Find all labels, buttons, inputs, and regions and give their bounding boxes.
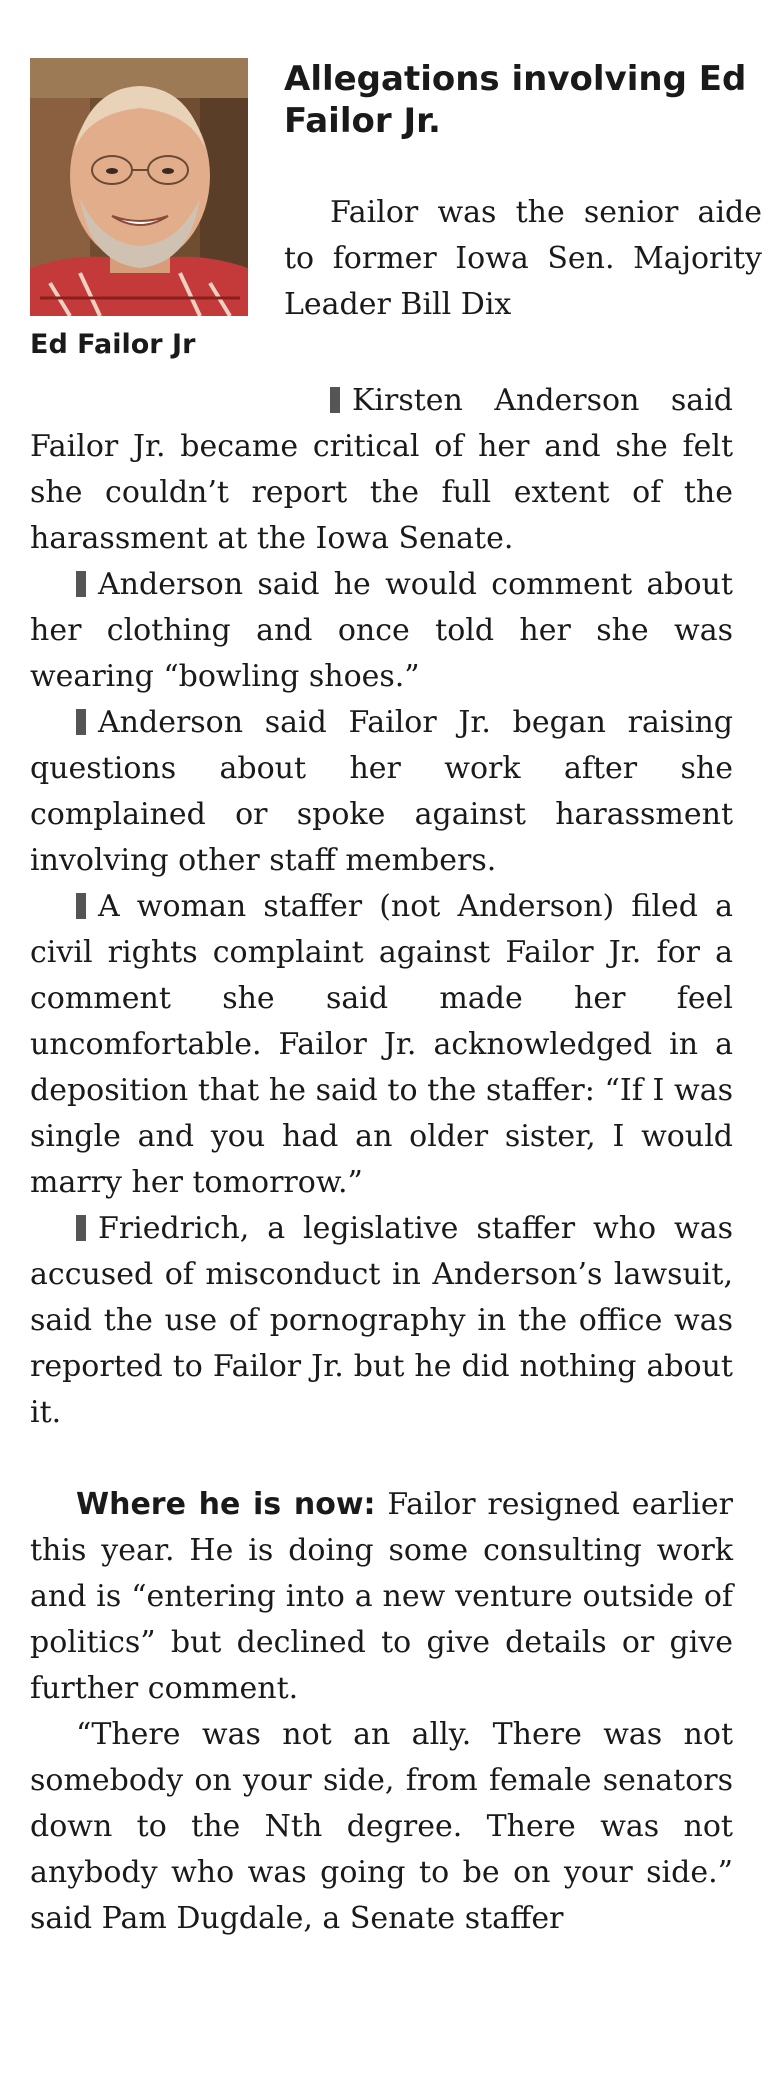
bullet-item [30,700,733,884]
bullet-marker [76,893,86,919]
bullet-text: Friedrich, a legislative staffer who was accused of misconduct in Anderson’s lawsuit, said the use of pornography in the office was reported to Failor Jr. but he did nothing about it. [30,1211,733,1430]
bullet-item [30,884,733,1206]
bullet-item [30,378,733,562]
intro-paragraph: Failor was the senior aide to former Iowa Sen. Majority Leader Bill Dix [284,195,762,322]
bullet-item [30,1206,733,1436]
bullet-item [30,562,733,700]
section-spacer [30,1436,733,1482]
bullet-marker [76,1215,86,1241]
bullet-marker [76,571,86,597]
bullet-marker [330,387,340,413]
portrait-photo [30,58,248,316]
bullet-text: A woman staffer (not Anderson) filed a civil rights complaint against Failor Jr. for a comment she said made her feel uncomfortable. Failor Jr. acknowledged in a deposition that he said to the staffer: “If I was single and you had an older sister, I would marry her tomorrow.” [30,889,733,1200]
bullet-text: Anderson said he would comment about her clothing and once told her she was wearing “bowling shoes.” [30,567,733,694]
photo-caption: Ed Failor Jr [30,329,196,360]
bullet-text: Kirsten Anderson said Failor Jr. became critical of her and she felt she couldn’t report the full extent of the harassment at the Iowa Senate. [30,383,733,556]
where-he-is-now-label: Where he is now: [76,1487,376,1522]
where-he-is-now-text: Failor resigned earlier this year. He is doing some consulting work and is “entering into a new venture outside of politics” but declined to give details or give further comment. [30,1487,734,1706]
where-he-is-now-paragraph [30,1482,733,1712]
quote-paragraph: “There was not an ally. There was not somebody on your side, from female senators down to the Nth degree. There was not anybody who was going to be on your side.” said Pam Dugdale, a Senate staffer [30,1717,733,1936]
headline: Allegations involving Ed Failor Jr. [284,59,747,141]
bullet-text: Anderson said Failor Jr. began raising questions about her work after she complained or spoke against harassment involving other staff members. [30,705,733,878]
portrait-image [30,58,248,316]
article-header [30,58,762,378]
article-body [30,378,733,1942]
bullet-marker [76,709,86,735]
